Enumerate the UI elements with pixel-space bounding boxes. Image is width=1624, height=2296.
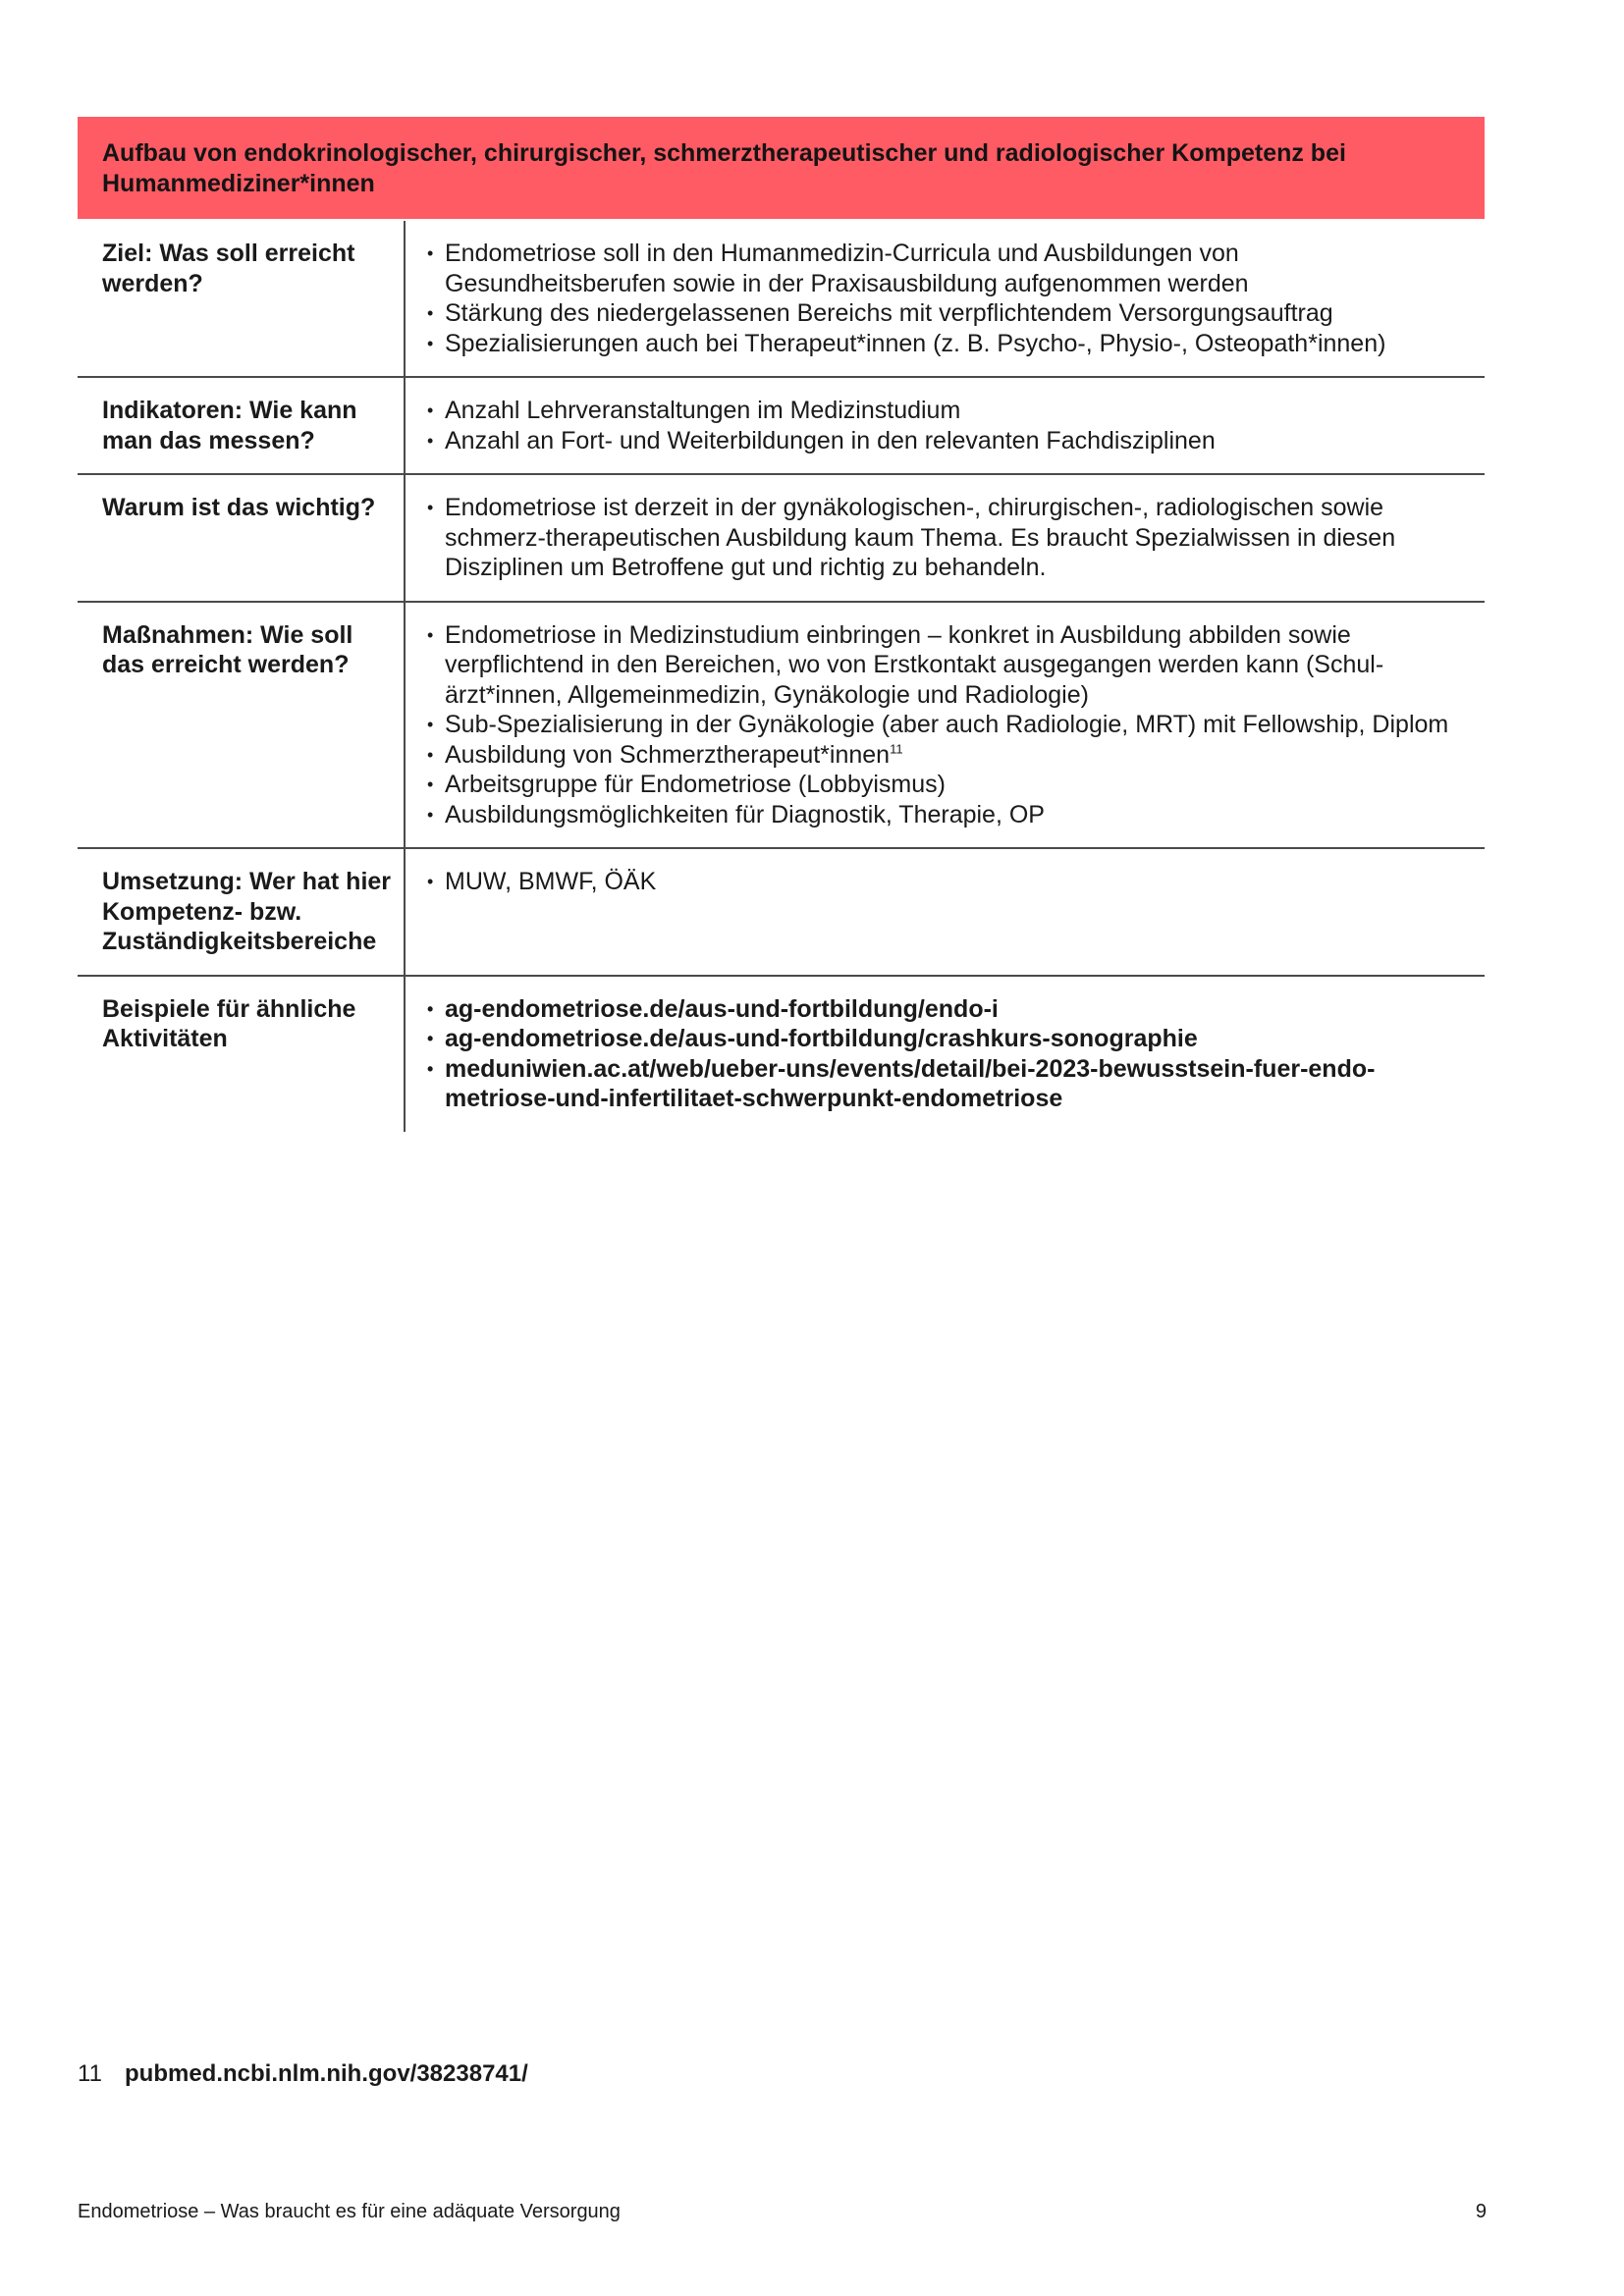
row-label: Ziel: Was soll erreicht werden? [78, 221, 406, 376]
table-row-beispiele [78, 977, 1485, 1132]
row-content [406, 849, 1485, 975]
list-item: • Spezialisierungen auch bei Therapeut*innen (z. B. Psycho-, Physio-, Osteopath*innen) [425, 329, 1465, 359]
content-table [78, 117, 1485, 1132]
list-item: • Arbeitsgruppe für Endometriose (Lobbyismus) [425, 770, 1465, 800]
footnote [78, 2059, 528, 2089]
link-item[interactable]: • ag-endometriose.de/aus-und-fortbildung/endo-i [425, 994, 1465, 1025]
list-item: • Endometriose soll in den Humanmedizin-Curricula und Ausbildungen von Gesundheitsberufen sowie in der Praxisausbildung aufgenommen werden [425, 239, 1465, 298]
row-content [406, 603, 1485, 848]
row-label: Beispiele für ähnliche Aktivitäten [78, 977, 406, 1132]
list-item: • Stärkung des niedergelassenen Bereichs mit verpflichtendem Versorgungsauftrag [425, 298, 1465, 329]
footnote-reference[interactable]: 11 [890, 741, 903, 757]
list-item: • Anzahl an Fort- und Weiterbildungen in den relevanten Fachdisziplinen [425, 426, 1465, 456]
row-label: Umsetzung: Wer hat hier Kompetenz- bzw. Zuständigkeitsbereiche [78, 849, 406, 975]
bullet-list [425, 396, 1465, 455]
list-item: • Anzahl Lehrveranstaltungen im Medizinstudium [425, 396, 1465, 426]
list-item: • Endometriose ist derzeit in der gynäkologischen-, chirurgischen-, radiologischen sowie schmerz-therapeutischen Ausbildung kaum Thema. Es braucht Spezialwissen in diesen Disziplinen um Betroffene gut und richtig zu behandeln. [425, 493, 1465, 583]
footnote-number: 11 [78, 2060, 102, 2087]
list-item: • Sub-Spezialisierung in der Gynäkologie (aber auch Radiologie, MRT) mit Fellowship, Diplom [425, 710, 1465, 740]
row-content [406, 221, 1485, 376]
row-content [406, 475, 1485, 601]
table-row-umsetzung [78, 849, 1485, 977]
link-item[interactable]: • meduniwien.ac.at/web/ueber-uns/events/detail/bei-2023-bewusstsein-fuer-endo-metriose-und-infertilitaet-schwerpunkt-endometriose [425, 1054, 1465, 1114]
link-item[interactable]: • ag-endometriose.de/aus-und-fortbildung/crashkurs-sonographie [425, 1024, 1465, 1054]
list-item [425, 740, 1465, 771]
bullet-list [425, 493, 1465, 583]
link-list [425, 994, 1465, 1114]
list-item: • Ausbildungsmöglichkeiten für Diagnostik, Therapie, OP [425, 800, 1465, 830]
page-number: 9 [1475, 2201, 1487, 2222]
table-row-massnahmen [78, 603, 1485, 850]
row-label: Maßnahmen: Wie soll das erreicht werden? [78, 603, 406, 848]
row-content [406, 378, 1485, 473]
bullet-list [425, 620, 1465, 830]
table-row-warum [78, 475, 1485, 603]
bullet-list [425, 867, 1465, 897]
footer-title: Endometriose – Was braucht es für eine adäquate Versorgung [78, 2201, 621, 2222]
footnote-link[interactable]: pubmed.ncbi.nlm.nih.gov/38238741/ [125, 2060, 528, 2087]
table-row-indikatoren [78, 378, 1485, 475]
table-row-ziel [78, 221, 1485, 378]
row-label: Warum ist das wichtig? [78, 475, 406, 601]
row-content [406, 977, 1485, 1132]
table-header: Aufbau von endokrinologischer, chirurgischer, schmerztherapeutischer und radiologischer Kompetenz bei Humanmediziner*innen [78, 117, 1485, 221]
bullet-list [425, 239, 1465, 358]
list-item: • Endometriose in Medizinstudium einbringen – konkret in Ausbildung abbilden sowie verpflichtend in den Bereichen, wo von Erstkontakt ausgegangen werden kann (Schul-ärzt*innen, Allgemeinmedizin, Gynäkologie und Radiologie) [425, 620, 1465, 711]
list-item-text: Ausbildung von Schmerztherapeut*innen [445, 740, 891, 769]
row-label: Indikatoren: Wie kann man das messen? [78, 378, 406, 473]
list-item: • MUW, BMWF, ÖÄK [425, 867, 1465, 897]
